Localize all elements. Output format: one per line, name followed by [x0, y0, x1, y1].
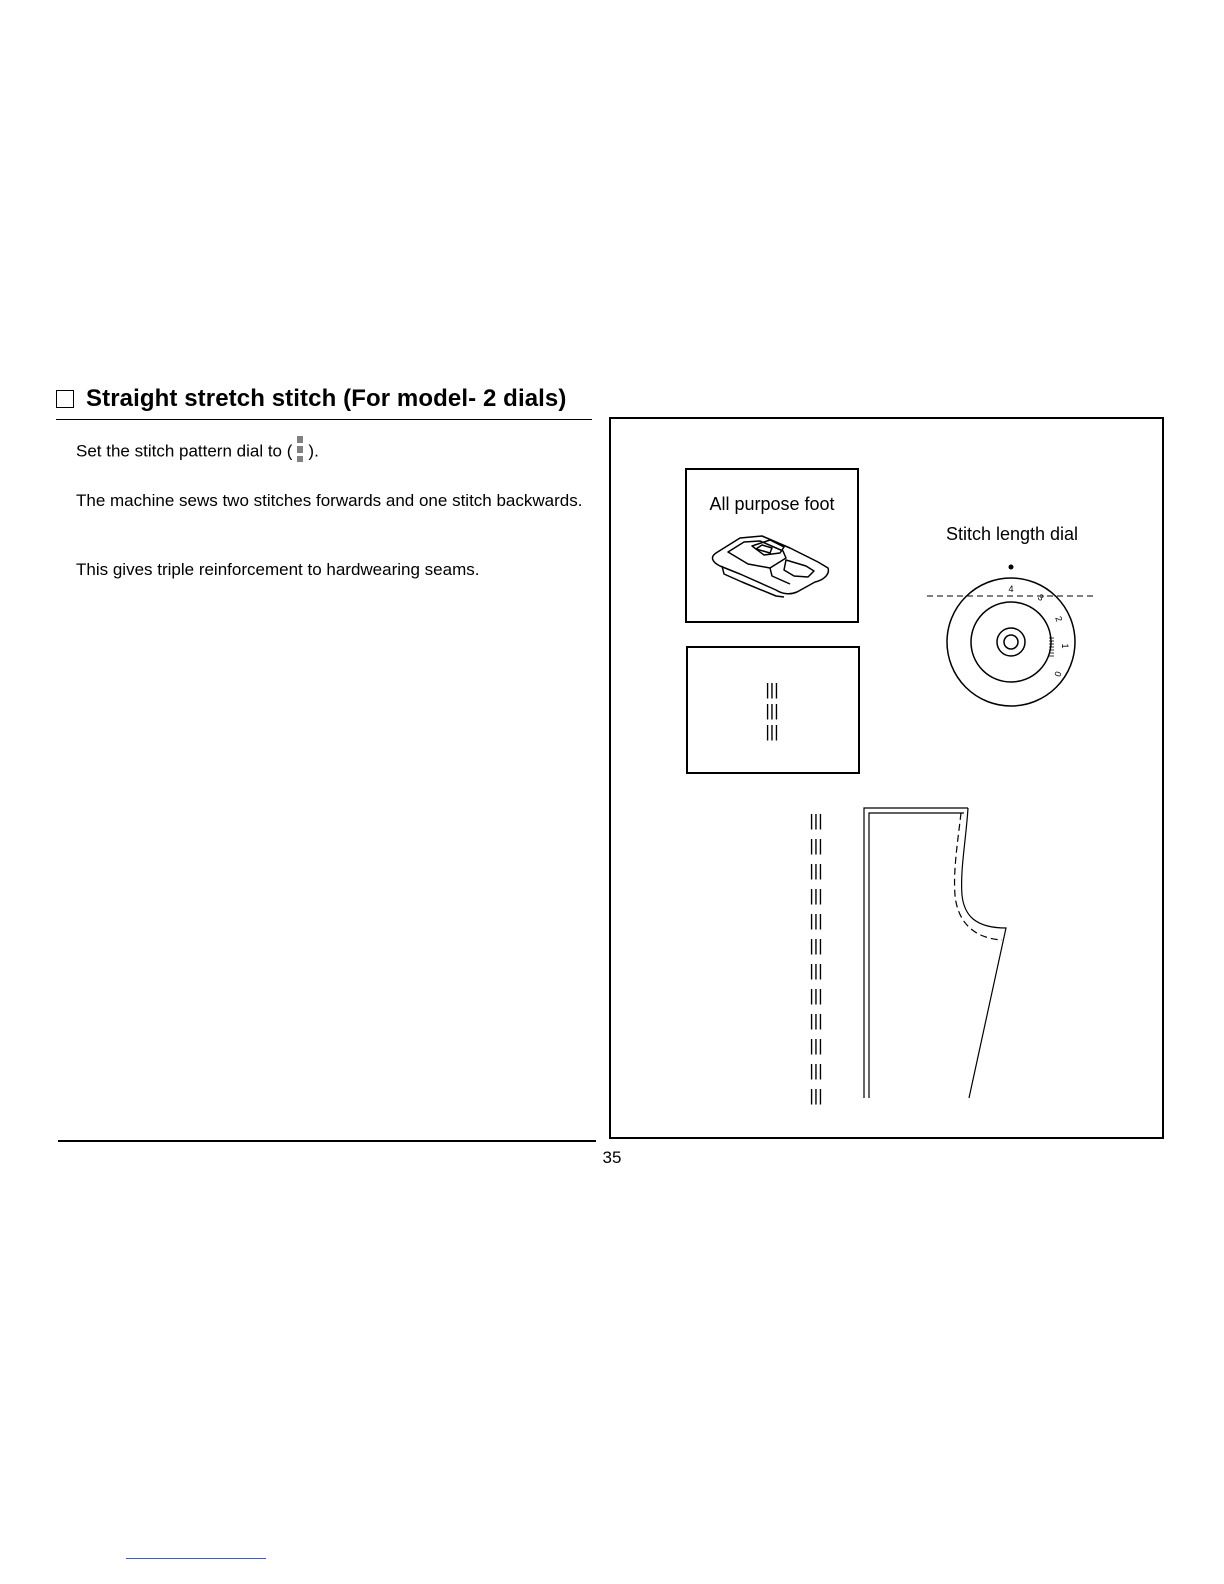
garment-piece-icon	[864, 808, 1006, 1098]
seam-stitch-column	[809, 811, 822, 1105]
section-title: Straight stretch stitch (For model- 2 dials)	[86, 385, 567, 412]
stitch-mark: |||	[765, 722, 779, 741]
seam-mark: |||	[809, 1011, 823, 1030]
dial-indicator-dot	[1009, 565, 1014, 570]
seam-mark: |||	[809, 861, 823, 880]
dial-number: 4	[1008, 584, 1014, 594]
instruction-reinforcement-note: This gives triple reinforcement to hardwearing seams.	[76, 560, 480, 579]
dial-number: 2	[1053, 614, 1065, 624]
set-dial-text: Set the stitch pattern dial to (	[76, 441, 293, 461]
dial-number: 3	[1035, 592, 1046, 604]
seam-mark: |||	[809, 961, 823, 980]
seam-mark: |||	[809, 986, 823, 1005]
foot-label: All purpose foot	[709, 494, 835, 514]
seam-mark: |||	[809, 886, 823, 905]
dial-label: Stitch length dial	[945, 524, 1079, 544]
seam-mark: |||	[809, 811, 823, 830]
stitch-mark: |||	[765, 680, 779, 699]
presser-foot-icon	[713, 536, 829, 597]
dial-number: 1	[1060, 643, 1070, 649]
seam-mark: |||	[809, 1061, 823, 1080]
stitch-mark: |||	[765, 701, 779, 720]
page-number: 35	[602, 1148, 622, 1167]
instruction-sews-description: The machine sews two stitches forwards and one stitch backwards.	[76, 491, 583, 510]
stitch-length-dial-icon	[947, 578, 1075, 706]
dial-number: 0	[1052, 669, 1064, 679]
seam-mark: |||	[809, 836, 823, 855]
decorative-blue-rule	[126, 1558, 266, 1559]
set-dial-suffix: ).	[308, 441, 319, 461]
seam-mark: |||	[809, 911, 823, 930]
seam-mark: |||	[809, 1036, 823, 1055]
seam-mark: |||	[809, 936, 823, 955]
seam-mark: |||	[809, 1086, 823, 1105]
